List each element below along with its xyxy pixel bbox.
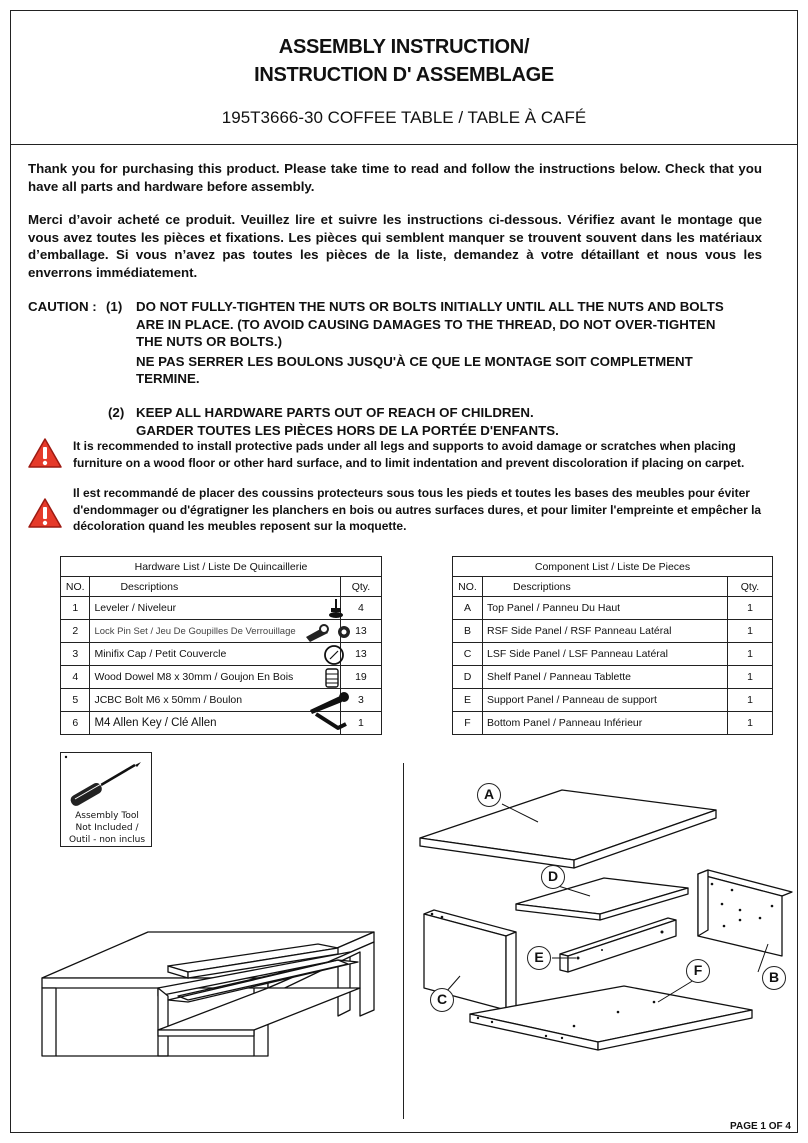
tool-note bbox=[61, 810, 153, 846]
hardware-col-qty: Qty. bbox=[340, 577, 381, 597]
caution-item2-num: (2) bbox=[108, 405, 125, 420]
hardware-col-no: NO. bbox=[61, 577, 90, 597]
table-row bbox=[61, 689, 382, 712]
tool-note-line1: Assembly Tool bbox=[75, 811, 139, 821]
warning-triangle-icon bbox=[28, 497, 62, 529]
row-description: LSF Side Panel / LSF Panneau Latéral bbox=[483, 643, 728, 666]
exploded-parts-illustration bbox=[412, 780, 792, 1080]
part-label-e: E bbox=[527, 946, 551, 970]
row-description: Wood Dowel M8 x 30mm / Goujon En Bois bbox=[90, 666, 300, 689]
table-row bbox=[453, 643, 773, 666]
assembly-tool-box bbox=[60, 752, 152, 847]
row-qty: 1 bbox=[728, 666, 773, 689]
table-row bbox=[453, 620, 773, 643]
hardware-col-desc: Descriptions bbox=[90, 577, 340, 597]
caution-item1-en-line2: ARE IN PLACE. (TO AVOID CAUSING DAMAGES TO THE THREAD, DO NOT OVER-TIGHTEN bbox=[136, 317, 716, 332]
intro-english: Thank you for purchasing this product. Please take time to read and follow the instructions below. Check that you have all parts and hardware before assembly. bbox=[28, 161, 762, 194]
tool-note-line3: Outil - non inclus bbox=[68, 835, 146, 845]
warning-english: It is recommended to install protective pads under all legs and supports to avoid damage or scratches when placing furniture on a wood floor or other hard surface, and to limit indentation and prevent discoloration if placing on carpet. bbox=[73, 439, 745, 470]
row-description: Minifix Cap / Petit Couvercle bbox=[90, 643, 300, 666]
component-table-title: Component List / Liste De Pieces bbox=[453, 557, 773, 577]
wood-dowel-icon bbox=[300, 666, 341, 689]
row-number: D bbox=[453, 666, 483, 689]
row-description: Lock Pin Set / Jeu De Goupilles De Verrouillage bbox=[90, 620, 300, 643]
caution-item1-num: (1) bbox=[106, 299, 123, 314]
screwdriver-icon bbox=[61, 753, 153, 811]
row-number: 2 bbox=[61, 620, 90, 643]
row-number: F bbox=[453, 712, 483, 735]
row-qty: 19 bbox=[340, 666, 381, 689]
table-row bbox=[453, 666, 773, 689]
caution-item2-en: KEEP ALL HARDWARE PARTS OUT OF REACH OF CHILDREN. bbox=[136, 405, 534, 420]
caution-item1-en-line1: DO NOT FULLY-TIGHTEN THE NUTS OR BOLTS INITIALLY UNTIL ALL THE NUTS AND BOLTS bbox=[136, 299, 724, 314]
row-number: 5 bbox=[61, 689, 90, 712]
caution-item1-fr-line2: TERMINE. bbox=[136, 371, 200, 386]
part-label-d: D bbox=[541, 865, 565, 889]
page-number: PAGE 1 OF 4 bbox=[730, 1121, 791, 1132]
row-number: 4 bbox=[61, 666, 90, 689]
hardware-table bbox=[60, 556, 382, 735]
row-description: M4 Allen Key / Clé Allen bbox=[90, 712, 300, 735]
part-label-b: B bbox=[762, 966, 786, 990]
assembled-table-illustration bbox=[38, 900, 398, 1060]
row-qty: 1 bbox=[728, 597, 773, 620]
table-row bbox=[61, 666, 382, 689]
row-qty: 4 bbox=[340, 597, 381, 620]
table-row bbox=[61, 620, 382, 643]
component-col-no: NO. bbox=[453, 577, 483, 597]
row-qty: 1 bbox=[728, 620, 773, 643]
caution-item2-fr: GARDER TOUTES LES PIÈCES HORS DE LA PORTÉE D'ENFANTS. bbox=[136, 423, 559, 438]
row-number: 1 bbox=[61, 597, 90, 620]
row-description: RSF Side Panel / RSF Panneau Latéral bbox=[483, 620, 728, 643]
caution-label: CAUTION : bbox=[28, 299, 97, 314]
row-qty: 1 bbox=[728, 712, 773, 735]
row-qty: 1 bbox=[728, 689, 773, 712]
row-number: E bbox=[453, 689, 483, 712]
row-qty: 13 bbox=[340, 643, 381, 666]
row-description: Shelf Panel / Panneau Tablette bbox=[483, 666, 728, 689]
minifix-cap-icon bbox=[300, 643, 341, 666]
row-number: B bbox=[453, 620, 483, 643]
caution-item1-en-line3: THE NUTS OR BOLTS.) bbox=[136, 334, 283, 349]
table-row bbox=[61, 712, 382, 735]
intro-french: Merci d’avoir acheté ce produit. Veuillez lire et suivre les instructions ci-dessous. Vérifiez avant le montage que vous avez toutes les pièces et fixations. Les pièces qui semblent manquer se trouvent souvent dans les matériaux d’emballage. Si vous n’avez pas toutes les pièces de la liste, demandez à votre détaillant et nous vous les enverrons immédiatement. bbox=[28, 212, 762, 280]
row-qty: 1 bbox=[340, 712, 381, 735]
vertical-divider bbox=[403, 763, 404, 1119]
header-divider bbox=[10, 144, 798, 145]
row-description: Support Panel / Panneau de support bbox=[483, 689, 728, 712]
table-row bbox=[453, 597, 773, 620]
bolt-icon bbox=[300, 689, 341, 712]
tool-note-line2: Not Included / bbox=[75, 823, 139, 833]
warning-french: Il est recommandé de placer des coussins protecteurs sous tous les pieds et toutes les bases des meubles pour éviter d'endommager ou d'égratigner les planchers en bois ou autres surfaces dures, et pour limiter l'empreinte et empêcher la décoloration quand les meubles reposent sur la moquette. bbox=[73, 486, 762, 533]
row-number: C bbox=[453, 643, 483, 666]
component-table bbox=[452, 556, 773, 735]
page-title-line1: ASSEMBLY INSTRUCTION/ bbox=[278, 36, 530, 58]
table-row bbox=[61, 643, 382, 666]
row-number: 3 bbox=[61, 643, 90, 666]
row-qty: 1 bbox=[728, 643, 773, 666]
row-qty: 13 bbox=[340, 620, 381, 643]
warning-triangle-icon bbox=[28, 437, 62, 469]
product-subtitle: 195T3666-30 COFFEE TABLE / TABLE À CAFÉ bbox=[221, 108, 587, 127]
row-number: A bbox=[453, 597, 483, 620]
part-label-c: C bbox=[430, 988, 454, 1012]
part-label-a: A bbox=[477, 783, 501, 807]
page-title-line2: INSTRUCTION D' ASSEMBLAGE bbox=[254, 64, 554, 86]
row-description: JCBC Bolt M6 x 50mm / Boulon bbox=[90, 689, 300, 712]
row-qty: 3 bbox=[340, 689, 381, 712]
table-row bbox=[61, 597, 382, 620]
table-row bbox=[453, 689, 773, 712]
table-row bbox=[453, 712, 773, 735]
row-number: 6 bbox=[61, 712, 90, 735]
row-description: Top Panel / Panneu Du Haut bbox=[483, 597, 728, 620]
allen-key-icon bbox=[300, 712, 341, 735]
row-description: Bottom Panel / Panneau Inférieur bbox=[483, 712, 728, 735]
component-col-qty: Qty. bbox=[728, 577, 773, 597]
leveler-icon bbox=[300, 597, 341, 620]
row-description: Leveler / Niveleur bbox=[90, 597, 300, 620]
lock-pin-icon bbox=[300, 620, 341, 643]
component-col-desc: Descriptions bbox=[483, 577, 728, 597]
part-label-f: F bbox=[686, 959, 710, 983]
caution-item1-fr-line1: NE PAS SERRER LES BOULONS JUSQU'À CE QUE LE MONTAGE SOIT COMPLETMENT bbox=[136, 354, 693, 369]
hardware-table-title: Hardware List / Liste De Quincaillerie bbox=[61, 557, 382, 577]
